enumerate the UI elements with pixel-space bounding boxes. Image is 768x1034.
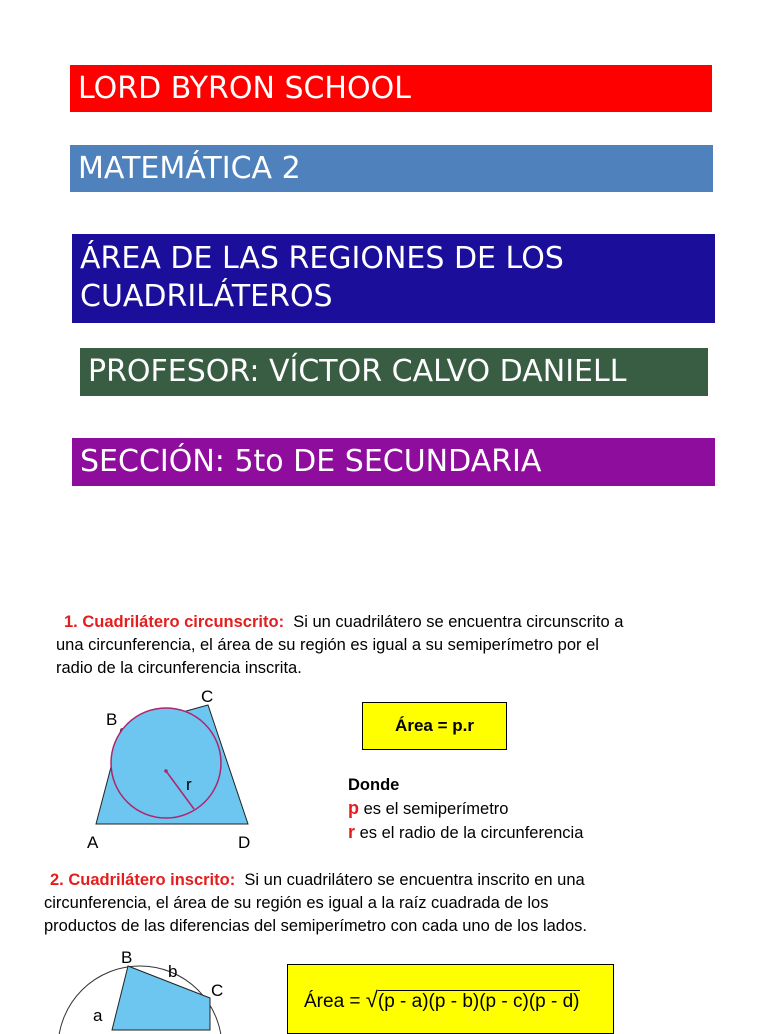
item1-text-line3: radio de la circunferencia inscrita. [56,659,302,677]
item2-text-line1: Si un cuadrilátero se encuentra inscrito en una [244,871,585,889]
sqrt-icon: √ [365,987,378,1012]
vertex-label-c2: C [211,981,224,1000]
side-label-a: a [93,1006,103,1025]
vertex-label-a: A [87,833,99,852]
item1-text-line2: una circunferencia, el área de su región es igual a su semiperímetro por el [56,636,599,654]
side-label-b: b [168,962,178,981]
item1-text-line1: Si un cuadrilátero se encuentra circunscrito a [293,613,624,631]
p-description: es el semiperímetro [359,800,509,818]
donde-heading: Donde [348,776,400,794]
inscribed-quadrilateral-shape [112,966,210,1030]
item2-text-line3: productos de las diferencias del semiperímetro con cada uno de los lados. [44,917,587,935]
formula-left: Área = [304,991,361,1012]
item2-title: 2. Cuadrilátero inscrito: [50,871,236,889]
vertex-label-b2: B [121,948,133,967]
r-symbol: r [348,822,356,842]
r-description: es el radio de la circunferencia [355,824,584,842]
item2-text-line2: circunferencia, el área de su región es igual a la raíz cuadrada de los [44,894,549,912]
section-name: SECCIÓN: 5to DE SECUNDARIA [80,444,542,479]
area-formula-circumscribed: Área = p.r [362,702,507,750]
vertex-label-b: B [106,710,118,729]
topic-line-2: CUADRILÁTEROS [80,279,333,314]
course-name: MATEMÁTICA 2 [78,151,301,186]
vertex-label-d: D [238,833,251,852]
item1-title: 1. Cuadrilátero circunscrito: [64,613,285,631]
topic-line-1: ÁREA DE LAS REGIONES DE LOS [80,241,564,276]
radius-label-r: r [186,775,192,794]
vertex-label-c: C [201,687,214,706]
formula-radicand: (p - a)(p - b)(p - c)(p - d) [377,991,580,1012]
teacher-name: PROFESOR: VÍCTOR CALVO DANIELL [88,354,627,389]
school-name: LORD BYRON SCHOOL [78,71,411,106]
p-symbol: p [348,798,359,818]
